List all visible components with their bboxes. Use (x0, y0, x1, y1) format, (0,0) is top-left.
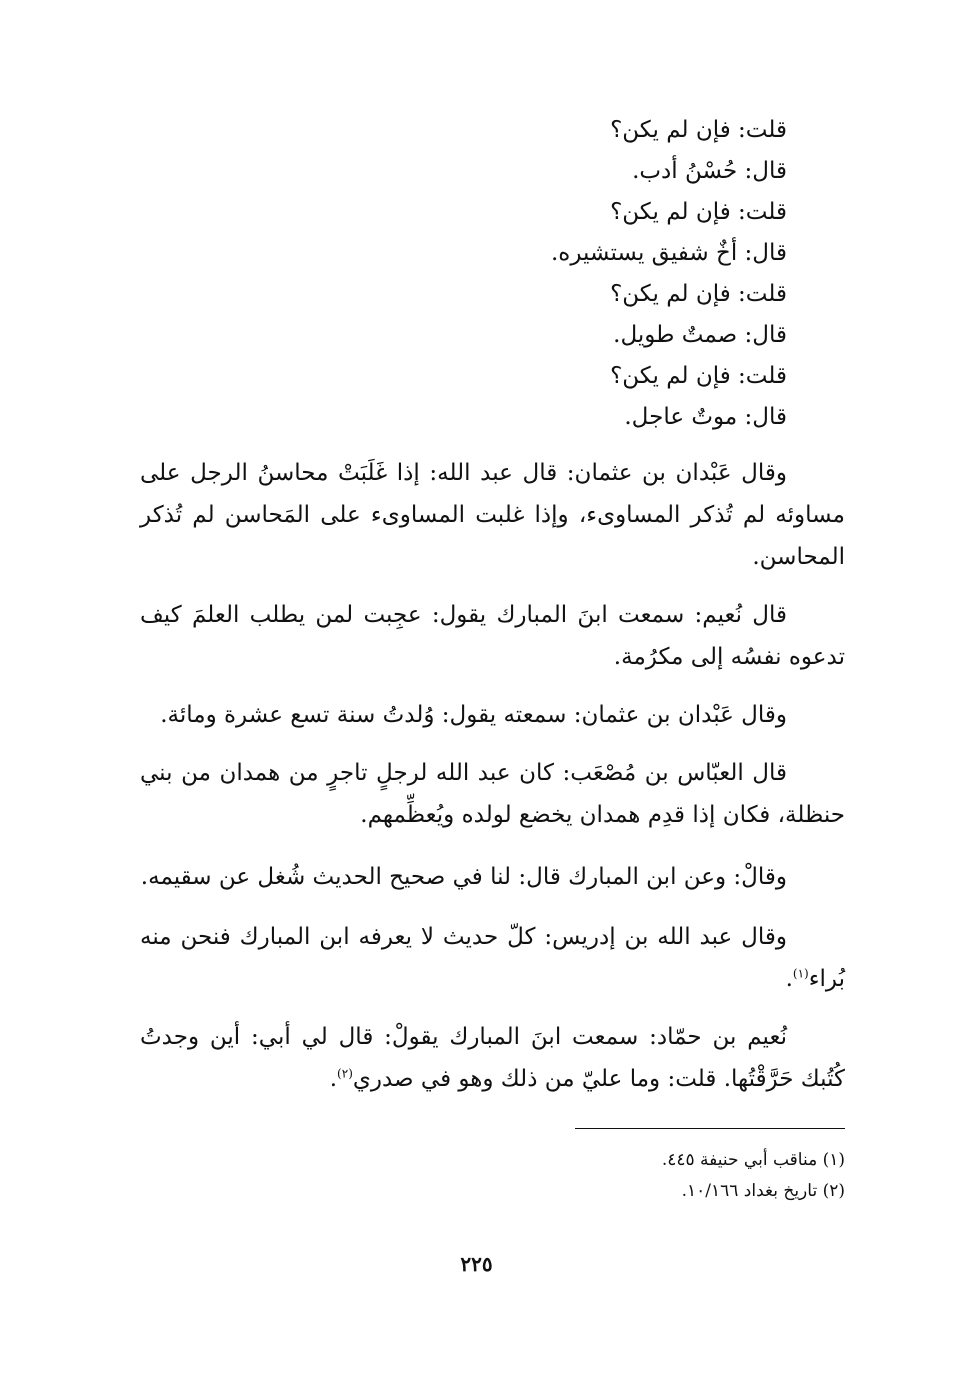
dialogue-line: قال: موتٌ عاجل. (624, 404, 787, 430)
page-number: ٢٢٥ (460, 1252, 493, 1276)
paragraph (140, 856, 845, 898)
paragraph (140, 594, 845, 678)
dialogue-line: قال: حُسْنُ أدب. (632, 158, 787, 184)
dialogue-list (140, 110, 845, 438)
dialogue-line: قلت: فإن لم يكن؟ (610, 281, 787, 307)
footnote-divider (575, 1128, 845, 1129)
paragraph (140, 752, 845, 836)
footnote-reference[interactable]: (٢) (337, 1066, 353, 1081)
paragraph-text: وقال عبد الله بن إدريس: كلّ حديث لا يعرفه ابن المبارك فنحن منه بُراء (140, 924, 845, 992)
paragraph-text: قال نُعيم: سمعت ابنَ المبارك يقول: عجِبت لمن يطلب العلمَ كيف تدعوه نفسُه إلى مكرُمة. (140, 602, 845, 670)
dialogue-line: قلت: فإن لم يكن؟ (610, 199, 787, 225)
footnote: (٢) تاريخ بغداد ١٠/١٦٦. (681, 1181, 845, 1201)
footnotes-list (140, 1145, 845, 1207)
dialogue-line: قال: صمتٌ طويل. (613, 322, 787, 348)
paragraph-text: نُعيم بن حمّاد: سمعت ابنَ المبارك يقولْ: قال لي أبي: أين وجدتُ كُتُبك حَرَّقْتُها. قلت: وما عليّ من ذلك وهو في صدري (140, 1024, 845, 1092)
paragraph (140, 452, 845, 578)
paragraph (140, 694, 845, 736)
paragraph (140, 1016, 845, 1100)
paragraph-text: وقالْ: وعن ابن المبارك قال: لنا في صحيح الحديث شُغل عن سقيمه. (140, 864, 787, 890)
dialogue-line: قال: أخٌ شفيق يستشيره. (550, 240, 787, 266)
dialogue-line: قلت: فإن لم يكن؟ (610, 117, 787, 143)
footnote-reference[interactable]: (١) (792, 966, 809, 981)
paragraph (140, 916, 845, 1000)
paragraph-tail: . (785, 966, 793, 992)
paragraph-tail: . (329, 1066, 338, 1092)
paragraph-text: وقال عَبْدان بن عثمان: قال عبد الله: إذا غَلَبَتْ محاسنُ الرجل على مساوئه لم تُذكر المساوىء، وإذا غلبت المساوىء على المَحاسن لم تُذكر المحاسن. (140, 460, 845, 570)
paragraph-text: وقال عَبْدان بن عثمان: سمعته يقول: وُلدتُ سنة تسع عشرة ومائة. (160, 702, 787, 728)
page-body (140, 110, 845, 1310)
paragraph-text: قال العبّاس بن مُصْعَب: كان عبد الله لرجلٍ تاجرٍ من همدان من بني حنظلة، فكان إذا قدِم همدان يخضع لولده ويُعظِّمهم. (140, 760, 845, 828)
footnote: (١) مناقب أبي حنيفة ٤٤٥. (661, 1150, 845, 1170)
dialogue-line: قلت: فإن لم يكن؟ (610, 363, 787, 389)
